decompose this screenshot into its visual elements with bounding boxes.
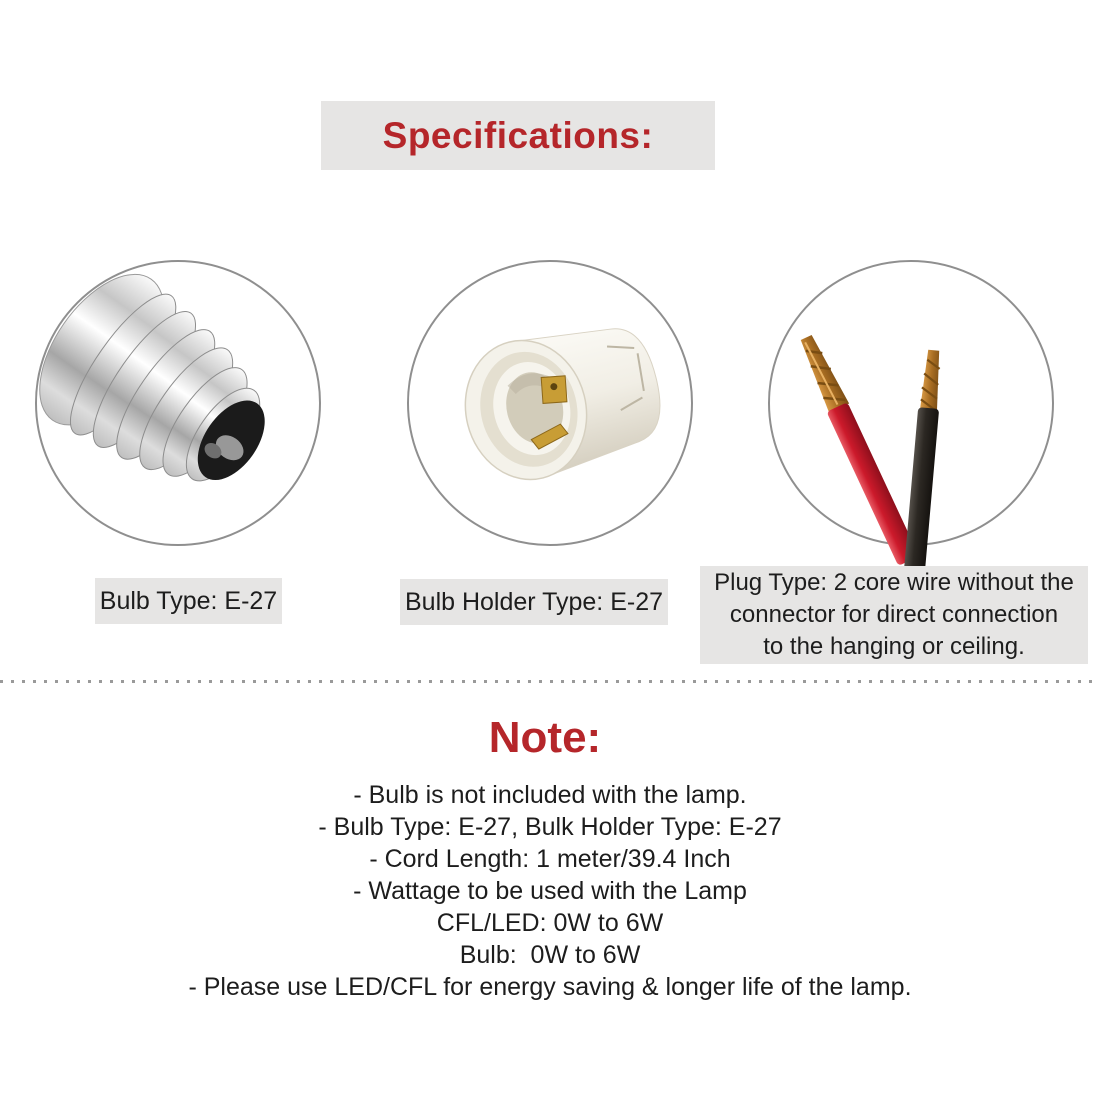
e27-bulb-base-image [35, 260, 321, 546]
dotted-divider [0, 680, 1100, 683]
plug-type-label-line2: connector for direct connection [729, 601, 1059, 628]
note-title: Note: [488, 713, 602, 762]
plug-type-label [700, 566, 1088, 664]
red-wire [794, 333, 920, 566]
bulb-holder-type-label [400, 579, 668, 625]
note-line-cfl-led: CFL/LED: 0W to 6W [436, 909, 664, 937]
e27-bulb-holder-image [407, 260, 693, 546]
specifications-header-bar [321, 101, 715, 170]
note-line-wattage: - Wattage to be used with the Lamp [353, 877, 747, 905]
note-line-cord-length: - Cord Length: 1 meter/39.4 Inch [369, 845, 731, 873]
wires-photo-circle [768, 260, 1054, 546]
bulb-type-label [95, 578, 282, 624]
note-line-bulb-watt: Bulb: 0W to 6W [459, 941, 641, 969]
plug-type-label-line3: to the hanging or ceiling. [763, 633, 1025, 660]
bulb-holder-type-label-text: Bulb Holder Type: E-27 [404, 588, 664, 616]
specifications-title: Specifications: [382, 114, 654, 156]
bulb-type-label-text: Bulb Type: E-27 [99, 587, 278, 615]
bulb-holder-photo-circle [407, 260, 693, 546]
plug-type-label-line1: Plug Type: 2 core wire without the [714, 569, 1074, 596]
bulb-base-photo-circle [35, 260, 321, 546]
two-core-wires-image [768, 260, 1054, 572]
note-line-energy-saving: - Please use LED/CFL for energy saving & longer life of the lamp. [188, 973, 912, 1001]
black-wire [904, 349, 944, 572]
note-line-bulb-not-included: - Bulb is not included with the lamp. [353, 781, 747, 809]
note-line-bulb-type: - Bulb Type: E-27, Bulk Holder Type: E-27 [318, 813, 782, 841]
note-list [0, 779, 1100, 1003]
